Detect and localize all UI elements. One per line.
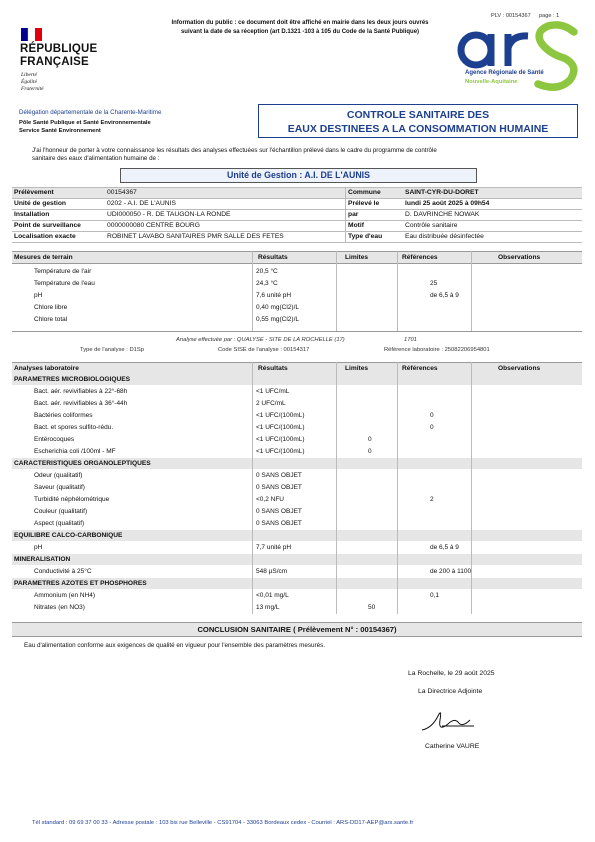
column-rule <box>397 251 398 331</box>
info-row <box>14 209 344 220</box>
info-label: Localisation exacte <box>14 233 76 240</box>
column-rule <box>471 251 472 331</box>
column-header: Résultats <box>258 254 288 261</box>
public-notice-line2: suivant la date de sa réception (art D.1321 -103 à 105 du Code de la Santé Publique) <box>180 28 420 35</box>
unit-title-box <box>120 168 477 183</box>
pole-line1: Pôle Santé Publique et Santé Environnementale <box>19 120 151 126</box>
info-value: Contrôle sanitaire <box>405 222 458 229</box>
param-name: Chlore libre <box>34 304 68 311</box>
param-name: Bact. et spores sulfito-rédu. <box>34 424 114 431</box>
unit-title: Unité de Gestion : A.I. DE L'AUNIS <box>226 170 370 180</box>
param-name: Couleur (qualitatif) <box>34 508 88 515</box>
param-name: pH <box>34 292 43 299</box>
info-row <box>14 220 344 231</box>
table-row <box>12 566 582 578</box>
param-reference: de 200 à 1100 <box>430 568 472 575</box>
plv-number: PLV : 00154367 <box>491 13 531 19</box>
info-label: Unité de gestion <box>14 200 67 207</box>
param-result: <1 UFC/(100mL) <box>256 424 305 431</box>
info-row <box>348 231 582 242</box>
param-name: Conductivité à 25°C <box>34 568 92 575</box>
table-row <box>12 434 582 446</box>
param-name: Bactéries coliformes <box>34 412 93 419</box>
info-value: SAINT-CYR-DU-DORET <box>405 189 479 196</box>
table-row <box>12 590 582 602</box>
param-result: 20,5 °C <box>256 268 278 275</box>
info-label: par <box>348 211 359 218</box>
param-name: Température de l'eau <box>34 280 95 287</box>
rf-motto-2: Égalité <box>21 79 37 85</box>
column-header: Observations <box>498 254 541 261</box>
param-result: <1 UFC/(100mL) <box>256 412 305 419</box>
param-result: 24,3 °C <box>256 280 278 287</box>
param-limit: 0 <box>368 436 372 443</box>
group-header <box>12 530 582 541</box>
conclusion-title: CONCLUSION SANITAIRE ( Prélèvement N° : 00154367) <box>197 625 397 634</box>
ars-subtitle-2: Nouvelle-Aquitaine <box>465 79 518 85</box>
param-name: Bact. aér. revivifiables à 22°-68h <box>34 388 128 395</box>
table-row <box>12 602 582 614</box>
info-row <box>348 187 582 198</box>
conclusion-box <box>12 622 582 637</box>
param-result: 548 µS/cm <box>256 568 288 575</box>
table-rule <box>12 220 582 221</box>
ars-subtitle-1: Agence Régionale de Santé <box>465 70 544 76</box>
table-row <box>12 314 582 326</box>
group-title: CARACTERISTIQUES ORGANOLEPTIQUES <box>14 460 151 467</box>
info-table <box>12 187 582 243</box>
info-label: Installation <box>14 211 50 218</box>
info-value: UDI000050 - R. DE TAUGON-LA RONDE <box>107 211 231 218</box>
table-row <box>12 398 582 410</box>
info-label: Prélèvement <box>14 189 54 196</box>
table-row <box>12 470 582 482</box>
column-header: Mesures de terrain <box>14 254 73 261</box>
column-header: Résultats <box>258 365 288 372</box>
param-result: 2 UFC/mL <box>256 400 286 407</box>
param-limit: 0 <box>368 448 372 455</box>
analyse-sise-code: Code SISE de l'analyse : 00154317 <box>218 347 310 353</box>
signature-name: Catherine VAURE <box>425 743 480 750</box>
intro-text <box>32 147 582 164</box>
param-reference: 25 <box>430 280 438 287</box>
column-header: Références <box>402 254 438 261</box>
rf-motto-1: Liberté <box>21 72 37 78</box>
delegation-text: Délégation départementale de la Charente-Maritime <box>19 109 162 116</box>
document-title-line2: EAUX DESTINEES A LA CONSOMMATION HUMAINE <box>287 123 549 135</box>
page-number: page : 1 <box>539 13 560 19</box>
param-name: Bact. aér. revivifiables à 36°-44h <box>34 400 128 407</box>
intro-line2: sanitaire des eaux d'alimentation humaine de : <box>32 155 160 163</box>
info-value: 0202 - A.I. DE L'AUNIS <box>107 200 176 207</box>
column-header: Analyses laboratoire <box>14 365 79 372</box>
column-header: Limites <box>345 254 369 261</box>
param-limit: 50 <box>368 604 376 611</box>
info-value: 00154367 <box>107 189 137 196</box>
group-header <box>12 554 582 565</box>
column-rule <box>471 362 472 614</box>
param-result: <0,2 NFU <box>256 496 284 503</box>
info-value: ROBINET LAVABO SANITAIRES PMR SALLE DES FETES <box>107 233 284 240</box>
document-title-line1: CONTROLE SANITAIRE DES <box>346 109 490 121</box>
table-rule <box>12 231 582 232</box>
column-rule <box>336 251 337 331</box>
conclusion-text: Eau d'alimentation conforme aux exigences de qualité en vigueur pour l'ensemble des paramètres mesurés. <box>24 642 325 649</box>
table-rule <box>12 331 582 332</box>
table-row <box>12 278 582 290</box>
table-row <box>12 446 582 458</box>
param-result: 0 SANS OBJET <box>256 472 302 479</box>
table-rule <box>12 187 582 188</box>
document-title-box <box>258 104 578 138</box>
param-reference: de 6,5 à 9 <box>430 544 459 551</box>
rf-name-line1: RÉPUBLIQUE <box>20 43 98 55</box>
param-result: <1 UFC/(100mL) <box>256 436 305 443</box>
info-value: D. DAVRINCHE NOWAK <box>405 211 480 218</box>
table-rule <box>12 198 582 199</box>
info-row <box>348 209 582 220</box>
param-result: 7,6 unité pH <box>256 292 292 299</box>
info-row <box>14 198 344 209</box>
param-result: 0,55 mg(Cl2)/L <box>256 316 299 323</box>
param-reference: 2 <box>430 496 434 503</box>
param-name: Odeur (qualitatif) <box>34 472 83 479</box>
public-notice-line1: Information du public : ce document doit être affiché en mairie dans les deux jours ouvrés <box>171 20 429 26</box>
group-header <box>12 458 582 469</box>
group-header <box>12 578 582 589</box>
analyse-by: Analyse effectuée par : QUALYSE - SITE DE LA ROCHELLE (17) <box>176 337 345 343</box>
param-name: Entérocoques <box>34 436 75 443</box>
info-label: Commune <box>348 189 381 196</box>
info-label: Motif <box>348 222 364 229</box>
table-row <box>12 542 582 554</box>
group-title: EQUILIBRE CALCO-CARBONIQUE <box>14 532 123 539</box>
signature-role: La Directrice Adjointe <box>418 688 483 695</box>
marianne-icon <box>21 26 43 42</box>
footer-contact: Tél standard : 09 69 37 00 33 - Adresse postale : 103 bis rue Belleville - CS91704 - 33063 Bordeaux cedex - Courriel : ARS-DD17-AEP@ars.sante.fr <box>32 820 414 826</box>
column-header: Observations <box>498 365 541 372</box>
analyse-type: Type de l'analyse : D1Sp <box>80 347 144 353</box>
param-result: 0 SANS OBJET <box>256 484 302 491</box>
info-value: Eau distribuée désinfectée <box>405 233 484 240</box>
group-title: PARAMETRES AZOTES ET PHOSPHORES <box>14 580 147 587</box>
param-result: <1 UFC/(100mL) <box>256 448 305 455</box>
info-row <box>348 220 582 231</box>
column-rule <box>252 362 253 614</box>
group-title: MINERALISATION <box>14 556 71 563</box>
intro-line1: J'ai l'honneur de porter à votre connaissance les résultats des analyses effectuées sur l'échantillon prélevé dans le cadre du programme de contrôle <box>32 147 437 154</box>
analyse-info <box>12 335 582 355</box>
table-rule <box>12 209 582 210</box>
table-row <box>12 410 582 422</box>
table-rule <box>345 187 346 242</box>
param-result: 13 mg/L <box>256 604 280 611</box>
signature-icon <box>418 702 478 736</box>
rf-name-line2: FRANÇAISE <box>20 56 89 68</box>
rf-motto-3: Fraternité <box>21 86 44 92</box>
param-name: Saveur (qualitatif) <box>34 484 85 491</box>
info-value: 0000000080 CENTRE BOURG <box>107 222 200 229</box>
analyse-lab-code: 1701 <box>404 337 417 343</box>
info-row <box>14 187 344 198</box>
table-row <box>12 482 582 494</box>
group-title: PARAMETRES MICROBIOLOGIQUES <box>14 376 131 383</box>
analyse-lab-ref: Référence laboratoire : 25082206954801 <box>384 347 490 353</box>
pole-line2: Service Santé Environnement <box>19 128 101 134</box>
param-name: Chlore total <box>34 316 68 323</box>
signature-place-date: La Rochelle, le 29 août 2025 <box>408 670 495 677</box>
param-name: pH <box>34 544 43 551</box>
info-row <box>14 231 344 242</box>
param-name: Escherichia coli /100ml - MF <box>34 448 116 455</box>
param-name: Température de l'air <box>34 268 92 275</box>
rf-logo <box>20 26 110 98</box>
param-reference: de 6,5 à 9 <box>430 292 459 299</box>
info-label: Prélevé le <box>348 200 380 207</box>
info-value: lundi 25 août 2025 à 09h54 <box>405 200 490 207</box>
column-rule <box>336 362 337 614</box>
public-notice <box>140 19 460 36</box>
param-reference: 0 <box>430 424 434 431</box>
ars-logo <box>452 20 582 100</box>
table-header-row <box>12 251 582 264</box>
param-result: 0 SANS OBJET <box>256 520 302 527</box>
table-rule <box>12 242 582 243</box>
column-header: Limites <box>345 365 369 372</box>
table-row <box>12 494 582 506</box>
param-result: 0,40 mg(Cl2)/L <box>256 304 299 311</box>
table-header-row <box>12 362 582 375</box>
column-rule <box>397 362 398 614</box>
param-name: Nitrates (en NO3) <box>34 604 85 611</box>
column-header: Références <box>402 365 438 372</box>
table-row <box>12 386 582 398</box>
table-row <box>12 518 582 530</box>
info-row <box>348 198 582 209</box>
table-row <box>12 290 582 302</box>
table-row <box>12 506 582 518</box>
table-row <box>12 266 582 278</box>
param-name: Turbidité néphélométrique <box>34 496 110 503</box>
info-label: Point de surveillance <box>14 222 81 229</box>
param-result: 0 SANS OBJET <box>256 508 302 515</box>
param-result: 7,7 unité pH <box>256 544 292 551</box>
table-row <box>12 302 582 314</box>
group-header <box>12 374 582 385</box>
param-reference: 0,1 <box>430 592 440 599</box>
param-reference: 0 <box>430 412 434 419</box>
param-result: <0,01 mg/L <box>256 592 289 599</box>
param-result: <1 UFC/mL <box>256 388 290 395</box>
column-rule <box>252 251 253 331</box>
param-name: Ammonium (en NH4) <box>34 592 96 599</box>
table-row <box>12 422 582 434</box>
info-label: Type d'eau <box>348 233 383 240</box>
param-name: Aspect (qualitatif) <box>34 520 85 527</box>
